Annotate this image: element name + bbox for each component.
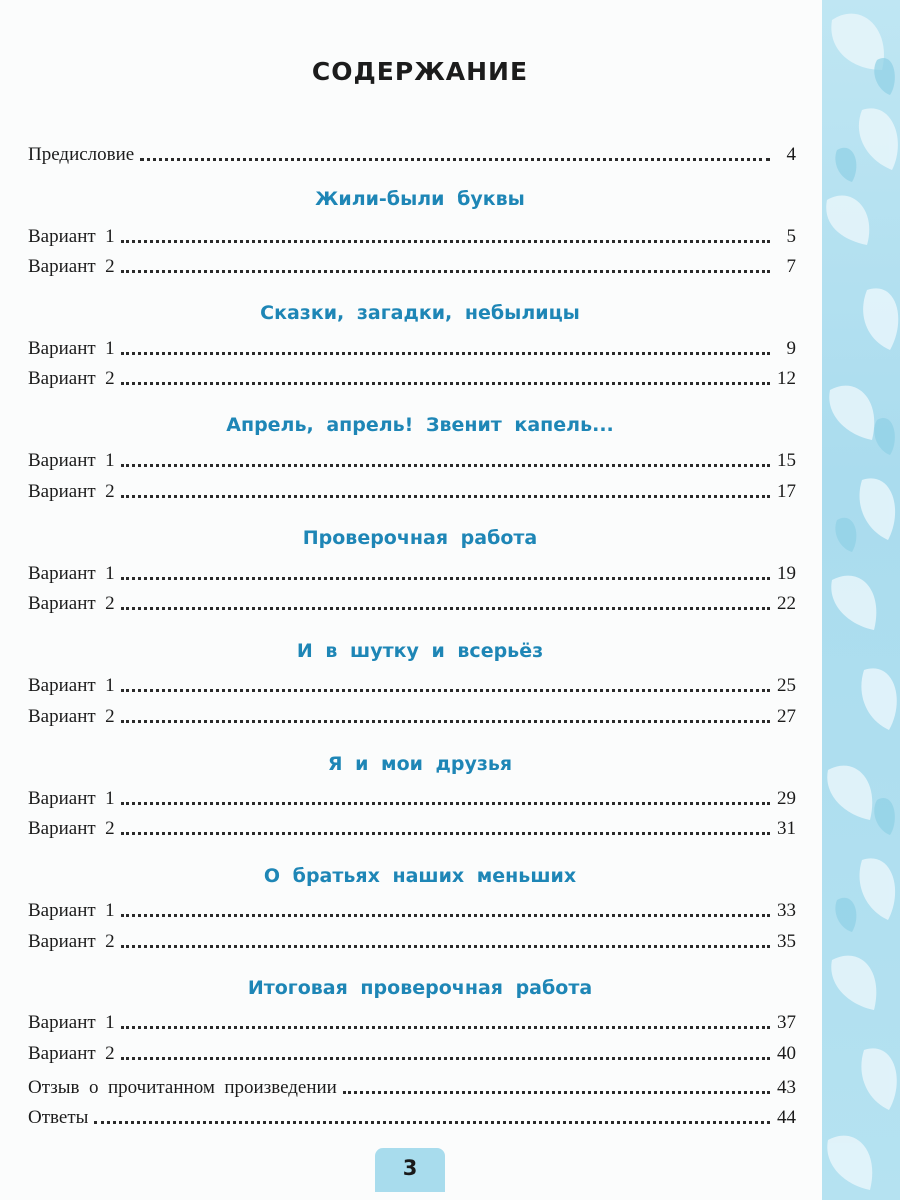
dot-leader: [121, 914, 770, 917]
dot-leader: [121, 577, 770, 580]
dot-leader: [121, 1057, 770, 1060]
dot-leader: [121, 802, 770, 805]
toc-entry-label: Вариант 2: [28, 931, 115, 952]
toc-entry-page: 4: [786, 144, 796, 165]
toc-entry-label: Вариант 2: [28, 1043, 115, 1064]
dot-leader: [121, 352, 770, 355]
toc-entry-label: Вариант 1: [28, 338, 115, 359]
toc-entry-page: 17: [777, 481, 796, 502]
toc-entry: [28, 816, 796, 840]
toc-entry-label: Вариант 1: [28, 1012, 115, 1033]
section-heading: И в шутку и всерьёз: [296, 640, 544, 662]
toc-entry-label: Вариант 2: [28, 256, 115, 277]
dot-leader: [121, 720, 770, 723]
dot-leader: [121, 270, 770, 273]
toc-entry-page: 35: [777, 931, 796, 952]
toc-entry-label: Вариант 2: [28, 368, 115, 389]
toc-entry-label: Вариант 2: [28, 818, 115, 839]
toc-entry-label: Отзыв о прочитанном произведении: [28, 1077, 337, 1098]
toc-entry-label: Вариант 2: [28, 706, 115, 727]
dot-leader: [121, 945, 770, 948]
toc-entry-page: 7: [786, 256, 796, 277]
page-title: СОДЕРЖАНИЕ: [311, 57, 529, 86]
dot-leader: [140, 158, 770, 161]
dot-leader: [121, 495, 770, 498]
page-number: 3: [375, 1148, 445, 1192]
toc-entry-page: 33: [777, 900, 796, 921]
toc-entry-page: 5: [786, 226, 796, 247]
toc-entry-page: 19: [777, 563, 796, 584]
toc-entry: [28, 673, 796, 697]
dot-leader: [343, 1091, 770, 1094]
toc-entry: [28, 704, 796, 728]
dot-leader: [121, 1026, 770, 1029]
toc-entry: [28, 1041, 796, 1065]
toc-entry-label: Вариант 1: [28, 900, 115, 921]
decorative-leaf-band: [822, 0, 900, 1200]
toc-entry-page: 22: [777, 593, 796, 614]
toc-entry-label: Вариант 2: [28, 481, 115, 502]
toc-entry-page: 37: [777, 1012, 796, 1033]
toc-entry-page: 40: [777, 1043, 796, 1064]
toc-entry-page: 43: [777, 1077, 796, 1098]
toc-entry: [28, 1010, 796, 1034]
toc-entry-label: Вариант 1: [28, 788, 115, 809]
toc-entry: [28, 448, 796, 472]
toc-entry-label: Вариант 1: [28, 675, 115, 696]
toc-entry-label: Вариант 1: [28, 450, 115, 471]
toc-entry: [28, 224, 796, 248]
toc-entry-answers: [28, 1105, 796, 1129]
toc-entry: [28, 479, 796, 503]
dot-leader: [121, 689, 770, 692]
toc-entry-preface: [28, 142, 796, 166]
toc-entry-page: 15: [777, 450, 796, 471]
leaf-pattern-icon: [822, 0, 900, 1200]
toc-entry: [28, 898, 796, 922]
toc-entry-label: Вариант 1: [28, 226, 115, 247]
toc-entry: [28, 366, 796, 390]
toc-entry-label: Предисловие: [28, 144, 135, 165]
toc-entry-page: 31: [777, 818, 796, 839]
section-heading: Проверочная работа: [302, 527, 538, 549]
toc-entry: [28, 336, 796, 360]
section-heading: Итоговая проверочная работа: [247, 977, 593, 999]
dot-leader: [121, 382, 770, 385]
toc-entry: [28, 254, 796, 278]
toc-entry-page: 25: [777, 675, 796, 696]
toc-entry-page: 29: [777, 788, 796, 809]
section-heading: Я и мои друзья: [327, 753, 513, 775]
toc-entry-label: Вариант 1: [28, 563, 115, 584]
dot-leader: [121, 464, 770, 467]
toc-entry-page: 44: [777, 1107, 796, 1128]
section-heading: Жили-были буквы: [315, 188, 525, 210]
toc-entry-label: Вариант 2: [28, 593, 115, 614]
toc-entry-page: 9: [786, 338, 796, 359]
section-heading: О братьях наших меньших: [263, 865, 577, 887]
toc-entry-page: 27: [777, 706, 796, 727]
dot-leader: [121, 240, 770, 243]
toc-entry: [28, 561, 796, 585]
toc-entry-page: 12: [777, 368, 796, 389]
toc-entry-label: Ответы: [28, 1107, 89, 1128]
toc-entry: [28, 591, 796, 615]
toc-entry-review: [28, 1075, 796, 1099]
dot-leader: [121, 607, 770, 610]
dot-leader: [94, 1121, 770, 1124]
dot-leader: [121, 832, 770, 835]
toc-entry: [28, 929, 796, 953]
toc-entry: [28, 786, 796, 810]
section-heading: Апрель, апрель! Звенит капель...: [226, 414, 614, 436]
section-heading: Сказки, загадки, небылицы: [260, 302, 580, 324]
